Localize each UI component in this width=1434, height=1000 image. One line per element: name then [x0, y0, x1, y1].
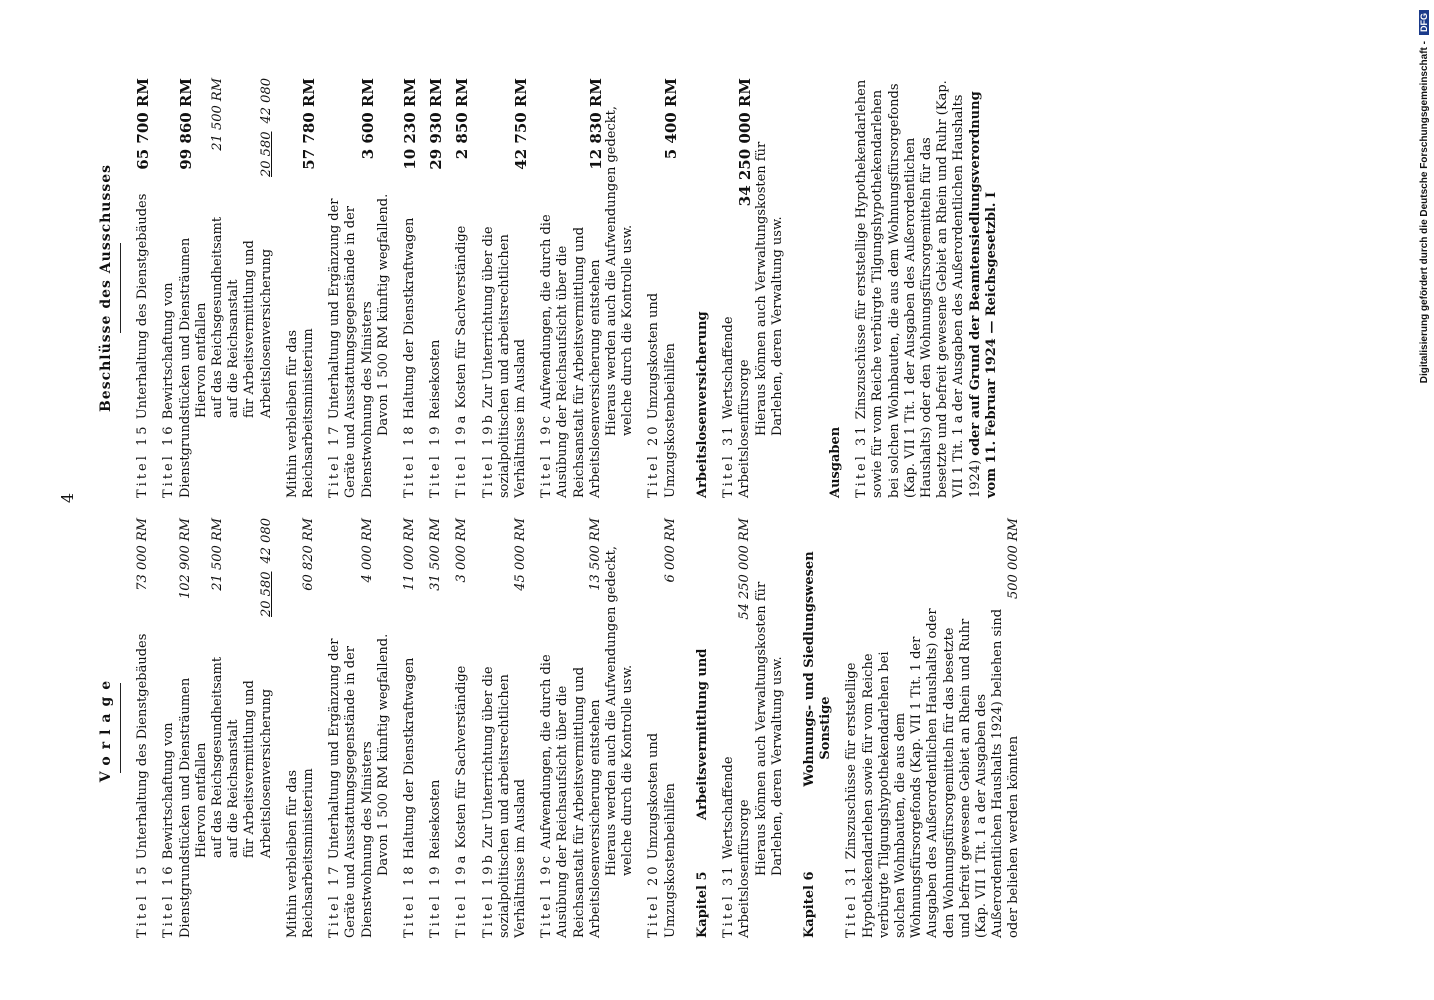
page-number: 4 — [58, 492, 77, 504]
ausgaben-heading: Ausgaben — [827, 426, 843, 498]
kapitel-label: Kapitel 6 — [801, 871, 817, 938]
titel-text: Haltung der Dienstkraftwagen — [402, 657, 418, 860]
titel-19a — [454, 78, 470, 498]
titel-label: Titel 31 — [844, 863, 860, 938]
titel-text: Kosten für Sachverständige — [454, 225, 470, 409]
titel-note: Hieraus können auch Verwaltungskosten für Darlehen, deren Verwaltung usw. — [753, 581, 785, 876]
breakdown-intro: Hiervon entfallen — [193, 302, 209, 418]
breakdown-total: 42 080 — [258, 78, 274, 124]
titel-text: Unterhaltung und Ergänzung der Geräte und Ausstattungsgegenstände in der Dienstwohnung des Ministers — [327, 638, 375, 938]
titel-amount: 12 830 RM — [586, 78, 605, 170]
titel-note: Hieraus werden auch die Aufwendungen gedeckt, welche durch die Kontrolle usw. — [604, 546, 636, 876]
breakdown-line: auf die Reichsanstalt — [226, 719, 242, 858]
titel-amount: 99 860 RM — [176, 78, 195, 170]
heading-rule — [120, 683, 121, 773]
titel-19 — [428, 78, 444, 498]
titel-text: Unterhaltung des Dienstgebäudes — [135, 633, 151, 860]
titel-15 — [135, 78, 151, 498]
titel-note: Davon 1 500 RM künftig wegfallend. — [375, 193, 391, 436]
amendment-text: oder auf Grund der Beamtensiedlungsverordnung vom 11. Februar 1924 — Reichsgesetzbl. I — [967, 91, 999, 498]
titel-19b — [481, 518, 530, 938]
titel-19b — [481, 78, 530, 498]
titel-amount: 4 000 RM — [359, 518, 375, 583]
mithin-line — [285, 518, 317, 938]
heading-rule — [120, 243, 121, 333]
titel-label: Titel 19 — [428, 863, 444, 938]
titel-label: Titel 16 — [161, 863, 177, 938]
breakdown-line: auf die Reichsanstalt — [226, 279, 242, 418]
titel-text: Aufwendungen, die durch die Ausübung der Reichsaufsicht über die Reichsanstalt für Arbeitsvermittlung und Arbeitslosenversicherung entstehen — [539, 214, 603, 498]
titel-label: Titel 16 — [161, 423, 177, 498]
titel-text: Reisekosten — [428, 779, 444, 860]
titel-text: Zinszuschüsse für erststellige Hypothekendarlehen sowie für vom Reiche verbürgte Tilgungshypothekendarlehen bei solchen Wohnbauten, die aus dem Wohnungsfürsorgefonds (Kap. VII 1 Tit. 1 der Ausgaben des Außerordentlichen Haushalts) oder den Wohnungsfürsorgemitteln für das besetzte und befreit gewesene Gebiet an Rhein und Ruhr (Kap. VII 1 Tit. 1 a der Ausgaben des Außerordentlichen Haushalts 1924) — [854, 79, 983, 498]
titel-amount: 54 250 000 RM — [737, 518, 753, 620]
breakdown-amount: 21 500 RM — [210, 518, 226, 591]
breakdown-total: 42 080 — [258, 518, 274, 564]
titel-31 — [721, 518, 786, 938]
titel-20 — [646, 518, 678, 938]
sonstige-heading: Sonstige — [818, 696, 834, 760]
titel-17 — [327, 78, 392, 498]
titel-label: Titel 31 — [721, 423, 737, 498]
breakdown-amount: 20 580 — [258, 131, 274, 177]
titel-label: Titel 20 — [646, 863, 662, 938]
titel-label: Titel 19a — [454, 852, 470, 938]
titel-label: Titel 19 — [428, 423, 444, 498]
funding-text: Digitalisierung gefördert durch die Deutsche Forschungsgemeinschaft - — [1418, 41, 1430, 384]
titel-amount: 6 000 RM — [662, 518, 678, 583]
kapitel-5-heading-continued — [695, 78, 711, 498]
titel-text: Zinszuschüsse für erststellige Hypothekendarlehen sowie für vom Reiche verbürgte Tilgungshypothekendarlehen bei solchen Wohnbauten, die aus dem Wohnungsfürsorgefonds (Kap. VII 1 Tit. 1 der Ausgaben des Außerordentlichen Haushalts) oder den Wohnungsfürsorgemitteln für das besetzte und befreit gewesene Gebiet an Rhein und Ruhr (Kap. VII 1 Tit. 1 a der Ausgaben des Außerordentlichen Haushalts 1924) beliehen sind oder beliehen werden könnten — [844, 608, 1022, 938]
titel-label: Titel 19c — [539, 853, 555, 938]
titel-amount: 31 500 RM — [428, 518, 444, 591]
kapitel-name: Arbeitslosenversicherung — [694, 311, 710, 498]
titel-text: Zur Unterrichtung über die sozialpolitischen und arbeitsrechtlichen Verhältnisse im Ausland — [480, 226, 529, 498]
titel-amount: 3 600 RM — [358, 78, 377, 160]
titel-text: Wertschaffende Arbeitslosenfürsorge — [721, 756, 753, 938]
titel-amount: 29 930 RM — [427, 78, 446, 170]
breakdown-line: für Arbeitsvermittlung und Arbeitslosenversicherung — [242, 240, 274, 418]
titel-15 — [135, 518, 151, 938]
titel-19 — [428, 518, 444, 938]
beschluesse-column — [98, 78, 1000, 498]
titel-text: Umzugskosten und Umzugskostenbeihilfen — [646, 732, 678, 938]
titel-note: Davon 1 500 RM künftig wegfallend. — [375, 633, 391, 876]
mithin-text: Mithin verbleiben für das Reichsarbeitsministerium — [284, 328, 317, 498]
funding-notice — [1414, 10, 1434, 510]
titel-amount: 34 250 000 RM — [736, 78, 755, 207]
kapitel-name: Wohnungs- und Siedlungswesen — [801, 551, 817, 787]
titel-text: Unterhaltung des Dienstgebäudes — [135, 193, 151, 420]
titel-note: Hieraus werden auch die Aufwendungen gedeckt, welche durch die Kontrolle usw. — [604, 106, 636, 436]
kapitel-label: Kapitel 5 — [694, 871, 710, 938]
titel-19c — [539, 518, 636, 938]
titel-label: Titel 17 — [327, 863, 343, 938]
titel-label: Titel 18 — [402, 423, 418, 498]
titel-text: Zur Unterrichtung über die sozialpolitischen und arbeitsrechtlichen Verhältnisse im Ausland — [480, 666, 529, 938]
titel-label: Titel 19a — [454, 412, 470, 498]
titel-label: Titel 31 — [854, 423, 870, 498]
titel-amount: 2 850 RM — [453, 78, 472, 160]
titel-19a — [454, 518, 470, 938]
titel-text: Bewirtschaftung von Dienstgrundstücken und Diensträumen — [161, 237, 193, 498]
titel-amount: 13 500 RM — [587, 518, 603, 591]
titel-amount: 10 230 RM — [401, 78, 420, 170]
breakdown-intro: Hiervon entfallen — [193, 742, 209, 858]
beschluesse-heading: Beschlüsse des Ausschusses — [98, 163, 114, 413]
kapitel-5-heading — [695, 518, 711, 938]
kapitel-name: Arbeitsvermittlung und — [694, 648, 710, 820]
mithin-line — [285, 78, 317, 498]
mithin-text: Mithin verbleiben für das Reichsarbeitsministerium — [284, 768, 317, 938]
kapitel-6-heading — [802, 518, 818, 938]
titel-label: Titel 19b — [480, 852, 496, 938]
mithin-amount: 57 780 RM — [300, 78, 319, 170]
titel-text: Umzugskosten und Umzugskostenbeihilfen — [646, 292, 678, 498]
titel-amount: 42 750 RM — [512, 78, 531, 170]
titel-label: Titel 20 — [646, 423, 662, 498]
titel-16 — [161, 518, 274, 938]
titel-amount: 102 900 RM — [177, 518, 193, 599]
titel-note: Hieraus können auch Verwaltungskosten für Darlehen, deren Verwaltung usw. — [753, 141, 785, 436]
titel-amount: 5 400 RM — [661, 78, 680, 160]
titel-text: Wertschaffende Arbeitslosenfürsorge — [721, 316, 753, 498]
titel-18 — [402, 78, 418, 498]
breakdown-line: auf das Reichsgesundheitsamt — [210, 656, 226, 858]
titel-amount: 3 000 RM — [454, 518, 470, 583]
breakdown-amount: 21 500 RM — [210, 78, 226, 151]
titel-label: Titel 18 — [402, 863, 418, 938]
titel-31-housing — [844, 518, 1022, 938]
vorlage-heading: Vorlage — [98, 673, 114, 783]
titel-label: Titel 31 — [721, 863, 737, 938]
breakdown-amount: 20 580 — [258, 571, 274, 617]
mithin-amount: 60 820 RM — [301, 518, 317, 591]
breakdown-line: für Arbeitsvermittlung und Arbeitslosenversicherung — [242, 680, 274, 858]
titel-label: Titel 15 — [135, 423, 151, 498]
titel-20 — [646, 78, 678, 498]
titel-19c — [539, 78, 636, 498]
titel-31 — [721, 78, 786, 498]
titel-amount: 73 000 RM — [135, 518, 151, 591]
titel-31-housing — [854, 78, 1000, 498]
titel-amount: 65 700 RM — [134, 78, 153, 170]
titel-label: Titel 15 — [135, 863, 151, 938]
titel-text: Kosten für Sachverständige — [454, 665, 470, 849]
titel-text: Aufwendungen, die durch die Ausübung der Reichsaufsicht über die Reichsanstalt für Arbeitsvermittlung und Arbeitslosenversicherung entstehen — [539, 654, 603, 938]
titel-amount: 11 000 RM — [402, 518, 418, 591]
titel-label: Titel 19c — [539, 413, 555, 498]
titel-text: Bewirtschaftung von Dienstgrundstücken und Diensträumen — [161, 677, 193, 938]
titel-label: Titel 17 — [327, 423, 343, 498]
titel-label: Titel 19b — [480, 412, 496, 498]
titel-text: Unterhaltung und Ergänzung der Geräte und Ausstattungsgegenstände in der Dienstwohnung des Ministers — [327, 198, 375, 498]
vorlage-column — [98, 518, 1023, 938]
breakdown-line: auf das Reichsgesundheitsamt — [210, 216, 226, 418]
titel-amount: 45 000 RM — [513, 518, 529, 591]
titel-16 — [161, 78, 274, 498]
rotated-sheet — [58, 28, 1298, 968]
titel-amount: 500 000 RM — [1006, 518, 1022, 599]
titel-18 — [402, 518, 418, 938]
titel-text: Haltung der Dienstkraftwagen — [402, 217, 418, 420]
titel-text: Reisekosten — [428, 339, 444, 420]
dfg-logo: DFG — [1419, 10, 1429, 35]
titel-17 — [327, 518, 392, 938]
